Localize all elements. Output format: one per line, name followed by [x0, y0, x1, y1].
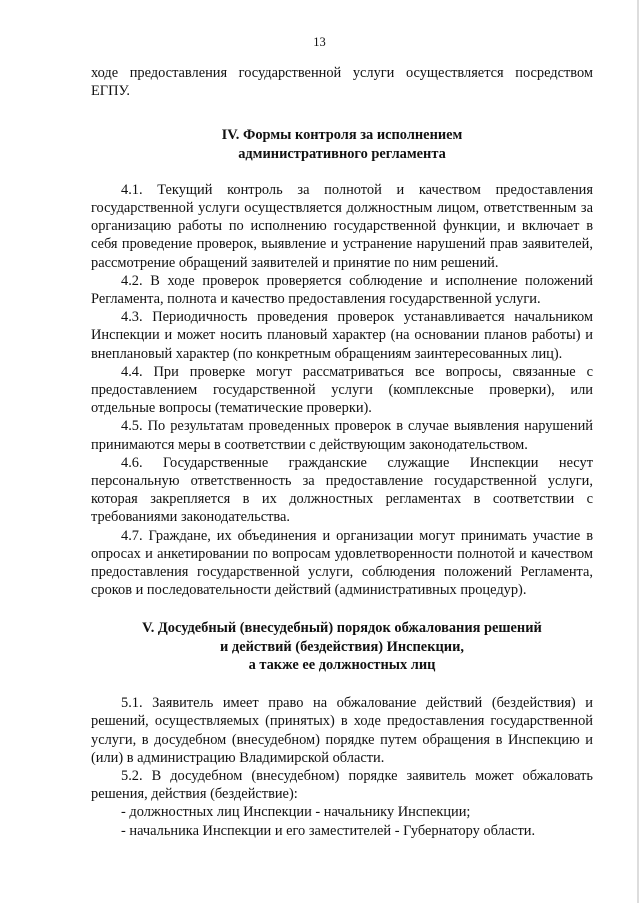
intro-paragraph: ходе предоставления государственной услуги осуществляется посредством ЕГПУ.	[91, 65, 593, 100]
section-5-heading-line: V. Досудебный (внесудебный) порядок обжалования решений	[142, 620, 542, 637]
paragraph-4-2: 4.2. В ходе проверок проверяется соблюдение и исполнение положений Регламента, полнота и качество предоставления государственной услуги.	[91, 272, 593, 308]
section-5-heading	[91, 619, 593, 674]
section-5-heading-line: и действий (бездействия) Инспекции,	[220, 638, 464, 655]
section-4-heading	[91, 126, 593, 162]
paragraph-4-1: 4.1. Текущий контроль за полнотой и качеством предоставления государственной услуги осуществляется должностным лицом, ответственным за организацию работы по исполнению государственной функции, и включает в себя проведение проверок, выявление и устранение нарушений прав заявителей, рассмотрение обращений заявителей и принятие по ним решений.	[91, 181, 593, 271]
paragraph-4-3: 4.3. Периодичность проведения проверок устанавливается начальником Инспекции и может носить плановый характер (на основании планов работы) и внеплановый характер (по конкретным обращениям заинтересованных лиц).	[91, 309, 593, 362]
document-body	[91, 64, 593, 840]
list-item: - начальника Инспекции и его заместителей - Губернатору области.	[121, 822, 536, 839]
page-number: 13	[313, 35, 326, 49]
section-4-heading-line: IV. Формы контроля за исполнением	[221, 127, 463, 144]
paragraph-5-2: 5.2. В досудебном (внесудебном) порядке заявитель может обжаловать решения, действия (бездействие):	[91, 767, 593, 803]
paragraph-4-7: 4.7. Граждане, их объединения и организации могут принимать участие в опросах и анкетировании по вопросам удовлетворенности полнотой и качеством предоставления государственной услуги, соблюдения положений Регламента, сроков и последовательности действий (административных процедур).	[91, 527, 593, 599]
paragraph-4-6: 4.6. Государственные гражданские служащие Инспекции несут персональную ответственность за предоставление государственной услуги, которая закрепляется в их должностных регламентах в соответствии с требованиями законодательства.	[91, 454, 593, 526]
paragraph-4-4: 4.4. При проверке могут рассматриваться все вопросы, связанные с предоставлением государственной услуги (комплексные проверки), или отдельные вопросы (тематические проверки).	[91, 363, 593, 417]
section-4-heading-line: административного регламента	[238, 145, 446, 162]
list-item: - должностных лиц Инспекции - начальнику Инспекции;	[121, 804, 471, 821]
section-5-heading-line: а также ее должностных лиц	[248, 656, 436, 673]
paragraph-5-1: 5.1. Заявитель имеет право на обжалование действий (бездействия) и решений, осуществляемых (принятых) в ходе предоставления государственной услуги, в досудебном (внесудебном) порядке путем обращения в Инспекцию и (или) в администрацию Владимирской области.	[91, 695, 593, 766]
paragraph-4-5: 4.5. По результатам проведенных проверок в случае выявления нарушений принимаются меры в соответствии с действующим законодательством.	[91, 418, 593, 453]
